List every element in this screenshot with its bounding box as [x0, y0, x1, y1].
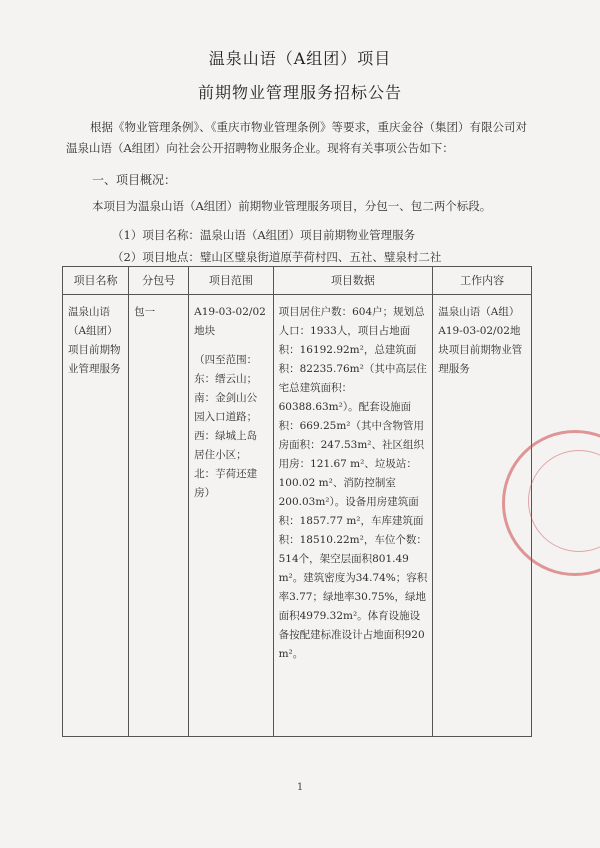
page-number: 1 [296, 782, 304, 793]
project-name-line: （1）项目名称：温泉山语（A组团）项目前期物业管理服务 [112, 228, 416, 242]
document-title-line2: 前期物业管理服务招标公告 [197, 83, 402, 102]
header-data: 项目数据 [273, 267, 433, 295]
cell-package: 包一 [129, 295, 189, 737]
project-location-line: （2）项目地点：璧山区璧泉街道原芋荷村四、五社、璧泉村二社 [112, 250, 442, 264]
scope-code: A19-03-02/02地块 [194, 306, 266, 337]
header-project-name: 项目名称 [63, 267, 129, 295]
overview-paragraph: 本项目为温泉山语（A组团）前期物业管理服务项目，分包一、包二两个标段。 [92, 199, 492, 213]
header-package: 分包号 [129, 267, 189, 295]
intro-paragraph: 根据《物业管理条例》、《重庆市物业管理条例》等要求，重庆金谷（集团）有限公司对温泉山语（A组团）向社会公开招聘物业服务企业。现将有关事项公告如下： [66, 120, 527, 155]
header-work: 工作内容 [433, 267, 532, 295]
table-row [63, 295, 532, 737]
section-heading: 一、项目概况： [92, 173, 177, 187]
cell-work: 温泉山语（A组）A19-03-02/02地块项目前期物业管理服务 [433, 295, 532, 737]
scope-bounds: （四至范围：东：缙云山；南：金剑山公园入口道路；西：绿城上岛居住小区；北：芋荷还建房） [194, 354, 258, 499]
cell-data: 项目居住户数：604户；规划总人口：1933人，项目占地面积：16192.92m²，总建筑面积：82235.76m²（其中高层住宅总建筑面积：60388.63m²）。配套设施面积：669.25m²（其中含物管用房面积：247.53m²、社区组织用房：121.67 m²、垃圾站：100.02 m²、消防控制室200.03m²）。设备用房建筑面积：1857.77 m²，车库建筑面积：18510.22m²，车位个数：514个，架空层面积801.49 m²。建筑密度为34.74%；容积率3.77；绿地率30.75%，绿地面积4979.32m²。体育设施设备按配建标准设计占地面积920 m²。 [273, 295, 433, 737]
document-title-line1: 温泉山语（A组团）项目 [208, 49, 392, 68]
cell-project-name: 温泉山语（A组团）项目前期物业管理服务 [63, 295, 129, 737]
spacer [194, 341, 267, 351]
table-header-row [63, 267, 532, 295]
cell-scope [189, 295, 273, 737]
header-scope: 项目范围 [189, 267, 273, 295]
tender-table [62, 266, 532, 737]
